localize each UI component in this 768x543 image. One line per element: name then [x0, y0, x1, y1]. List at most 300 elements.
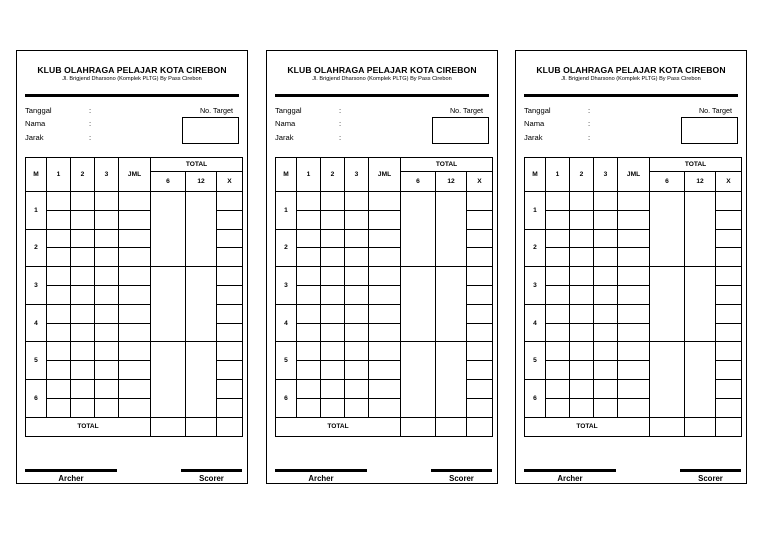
score-cell[interactable]: [570, 304, 594, 323]
score-cell[interactable]: [594, 285, 618, 304]
grand-total-label: TOTAL: [276, 417, 401, 436]
score-cell[interactable]: [71, 342, 95, 361]
col-header-total-sub-6: 6: [151, 172, 186, 192]
grand-total-label: TOTAL: [525, 417, 650, 436]
score-cell[interactable]: [71, 285, 95, 304]
score-cell[interactable]: [618, 323, 650, 342]
score-cell[interactable]: [95, 210, 119, 229]
score-cell[interactable]: [95, 398, 119, 417]
end-number: 5: [26, 342, 47, 380]
score-cell[interactable]: [594, 304, 618, 323]
total-12-cell[interactable]: [436, 267, 467, 342]
total-6-cell[interactable]: [151, 267, 186, 342]
distance-colon: :: [339, 133, 342, 142]
col-header-total-sub-x: X: [467, 172, 493, 192]
score-cell[interactable]: [47, 229, 71, 248]
grand-total-6[interactable]: [650, 417, 685, 436]
total-x-cell[interactable]: [217, 229, 243, 248]
score-cell[interactable]: [297, 379, 321, 398]
score-table: [524, 157, 742, 437]
end-number: 1: [525, 192, 546, 230]
end-number: 2: [26, 229, 47, 267]
total-x-cell[interactable]: [217, 342, 243, 361]
score-cell[interactable]: [570, 379, 594, 398]
col-header-arrow-1: 1: [297, 158, 321, 192]
score-cell[interactable]: [47, 248, 71, 267]
score-cell[interactable]: [570, 248, 594, 267]
col-header-jml: JML: [369, 158, 401, 192]
score-cell[interactable]: [95, 361, 119, 380]
score-cell[interactable]: [297, 323, 321, 342]
score-cell[interactable]: [369, 342, 401, 361]
score-cell[interactable]: [321, 379, 345, 398]
score-cell[interactable]: [119, 379, 151, 398]
score-cell[interactable]: [546, 361, 570, 380]
score-cell[interactable]: [47, 210, 71, 229]
total-6-cell[interactable]: [650, 267, 685, 342]
score-cell[interactable]: [119, 229, 151, 248]
score-cell[interactable]: [47, 342, 71, 361]
score-cell[interactable]: [594, 361, 618, 380]
score-cell[interactable]: [570, 210, 594, 229]
score-cell[interactable]: [297, 229, 321, 248]
score-card: [16, 50, 248, 484]
score-cell[interactable]: [297, 285, 321, 304]
club-title: KLUB OLAHRAGA PELAJAR KOTA CIREBON: [287, 65, 477, 75]
score-cell[interactable]: [95, 285, 119, 304]
score-cell[interactable]: [321, 210, 345, 229]
end-number: 1: [276, 192, 297, 230]
total-x-cell[interactable]: [716, 285, 742, 304]
score-cell[interactable]: [95, 248, 119, 267]
total-x-cell[interactable]: [716, 323, 742, 342]
total-6-cell[interactable]: [401, 192, 436, 267]
date-label: Tanggal: [25, 106, 52, 115]
score-cell[interactable]: [321, 398, 345, 417]
name-row: [524, 119, 590, 128]
total-x-cell[interactable]: [716, 210, 742, 229]
score-cell[interactable]: [369, 267, 401, 286]
score-cell[interactable]: [71, 361, 95, 380]
scorer-label: Scorer: [199, 474, 224, 483]
col-header-total: TOTAL: [650, 158, 742, 172]
score-cell[interactable]: [546, 267, 570, 286]
end-number: 6: [525, 379, 546, 417]
total-x-cell[interactable]: [716, 361, 742, 380]
score-cell[interactable]: [47, 192, 71, 211]
score-cell[interactable]: [369, 323, 401, 342]
archer-label: Archer: [308, 474, 334, 483]
score-cell[interactable]: [297, 398, 321, 417]
score-card: [515, 50, 747, 484]
score-cell[interactable]: [369, 192, 401, 211]
score-cell[interactable]: [570, 361, 594, 380]
total-x-cell[interactable]: [467, 398, 493, 417]
total-x-cell[interactable]: [467, 379, 493, 398]
score-cell[interactable]: [119, 398, 151, 417]
score-cell[interactable]: [47, 398, 71, 417]
scorer-signature-line: [680, 469, 741, 472]
score-cell[interactable]: [345, 342, 369, 361]
score-cell[interactable]: [546, 398, 570, 417]
total-x-cell[interactable]: [217, 379, 243, 398]
total-x-cell[interactable]: [716, 304, 742, 323]
name-row: [25, 119, 91, 128]
score-cell[interactable]: [71, 192, 95, 211]
score-cell[interactable]: [95, 304, 119, 323]
total-12-cell[interactable]: [685, 267, 716, 342]
archer-signature-line: [25, 469, 117, 472]
total-x-cell[interactable]: [217, 304, 243, 323]
grand-total-label: TOTAL: [26, 417, 151, 436]
score-cell[interactable]: [345, 398, 369, 417]
total-6-cell[interactable]: [650, 342, 685, 417]
total-x-cell[interactable]: [467, 285, 493, 304]
grand-total-x[interactable]: [716, 417, 742, 436]
total-x-cell[interactable]: [716, 342, 742, 361]
score-cell[interactable]: [618, 285, 650, 304]
grand-total-x[interactable]: [467, 417, 493, 436]
score-cell[interactable]: [594, 248, 618, 267]
score-cell[interactable]: [618, 210, 650, 229]
score-cell[interactable]: [369, 361, 401, 380]
score-cell[interactable]: [570, 267, 594, 286]
score-cell[interactable]: [570, 398, 594, 417]
total-6-cell[interactable]: [151, 342, 186, 417]
name-label: Nama: [275, 119, 296, 128]
archer-label: Archer: [557, 474, 583, 483]
end-number: 4: [525, 304, 546, 342]
score-cell[interactable]: [71, 304, 95, 323]
grand-total-x[interactable]: [217, 417, 243, 436]
score-cell[interactable]: [321, 361, 345, 380]
score-cell[interactable]: [71, 210, 95, 229]
score-cell[interactable]: [546, 229, 570, 248]
score-cell[interactable]: [297, 267, 321, 286]
score-cell[interactable]: [594, 267, 618, 286]
archer-signature-line: [275, 469, 367, 472]
distance-colon: :: [588, 133, 591, 142]
header-divider: [524, 94, 738, 97]
score-cell[interactable]: [95, 379, 119, 398]
total-x-cell[interactable]: [467, 192, 493, 211]
score-cell[interactable]: [47, 285, 71, 304]
col-header-total: TOTAL: [401, 158, 493, 172]
total-x-cell[interactable]: [467, 361, 493, 380]
score-cell[interactable]: [321, 323, 345, 342]
col-header-arrow-2: 2: [71, 158, 95, 192]
total-x-cell[interactable]: [467, 229, 493, 248]
col-header-total-sub-12: 12: [685, 172, 716, 192]
header-divider: [275, 94, 489, 97]
score-cell[interactable]: [594, 192, 618, 211]
score-cell[interactable]: [618, 192, 650, 211]
total-12-cell[interactable]: [685, 192, 716, 267]
score-cell[interactable]: [594, 342, 618, 361]
end-number: 6: [276, 379, 297, 417]
score-cell[interactable]: [570, 285, 594, 304]
score-cell[interactable]: [618, 398, 650, 417]
target-number-box[interactable]: [681, 117, 738, 144]
date-row: [524, 106, 590, 115]
score-cell[interactable]: [321, 229, 345, 248]
distance-label: Jarak: [25, 133, 44, 142]
score-cell[interactable]: [95, 342, 119, 361]
total-x-cell[interactable]: [217, 361, 243, 380]
total-x-cell[interactable]: [217, 267, 243, 286]
score-cell[interactable]: [618, 267, 650, 286]
total-x-cell[interactable]: [716, 398, 742, 417]
score-cell[interactable]: [594, 398, 618, 417]
score-cell[interactable]: [71, 267, 95, 286]
score-cell[interactable]: [71, 323, 95, 342]
score-cell[interactable]: [321, 304, 345, 323]
score-cell[interactable]: [345, 323, 369, 342]
total-x-cell[interactable]: [467, 342, 493, 361]
score-cell[interactable]: [321, 342, 345, 361]
club-address: Jl. Brigjend Dharsono (Komplek PLTG) By Pass Cirebon: [312, 76, 452, 82]
col-header-total-sub-12: 12: [186, 172, 217, 192]
score-cell[interactable]: [618, 248, 650, 267]
header-divider: [25, 94, 239, 97]
total-x-cell[interactable]: [467, 267, 493, 286]
score-cell[interactable]: [546, 323, 570, 342]
date-label: Tanggal: [524, 106, 551, 115]
score-cell[interactable]: [71, 379, 95, 398]
score-cell[interactable]: [119, 285, 151, 304]
score-cell[interactable]: [321, 248, 345, 267]
score-cell[interactable]: [345, 248, 369, 267]
target-number-label: No. Target: [199, 106, 233, 115]
end-number: 4: [276, 304, 297, 342]
score-cell[interactable]: [297, 192, 321, 211]
score-cell[interactable]: [71, 229, 95, 248]
date-colon: :: [588, 106, 591, 115]
col-header-m: M: [276, 158, 297, 192]
total-6-cell[interactable]: [401, 267, 436, 342]
score-card: [266, 50, 498, 484]
score-cell[interactable]: [345, 229, 369, 248]
score-cell[interactable]: [297, 304, 321, 323]
score-cell[interactable]: [369, 379, 401, 398]
end-number: 4: [26, 304, 47, 342]
score-table: [275, 157, 493, 437]
score-cell[interactable]: [570, 342, 594, 361]
end-number: 5: [276, 342, 297, 380]
name-colon: :: [89, 119, 92, 128]
end-number: 6: [26, 379, 47, 417]
total-x-cell[interactable]: [716, 248, 742, 267]
score-cell[interactable]: [47, 267, 71, 286]
total-12-cell[interactable]: [186, 192, 217, 267]
score-cell[interactable]: [594, 210, 618, 229]
date-label: Tanggal: [275, 106, 302, 115]
date-colon: :: [89, 106, 92, 115]
score-cell[interactable]: [618, 304, 650, 323]
score-cell[interactable]: [546, 192, 570, 211]
col-header-jml: JML: [119, 158, 151, 192]
score-cell[interactable]: [321, 285, 345, 304]
total-6-cell[interactable]: [401, 342, 436, 417]
score-cell[interactable]: [47, 304, 71, 323]
scorer-label: Scorer: [449, 474, 474, 483]
col-header-arrow-3: 3: [345, 158, 369, 192]
score-cell[interactable]: [119, 342, 151, 361]
score-cell[interactable]: [119, 192, 151, 211]
grand-total-6[interactable]: [151, 417, 186, 436]
col-header-arrow-2: 2: [321, 158, 345, 192]
date-row: [275, 106, 341, 115]
score-cell[interactable]: [95, 192, 119, 211]
score-cell[interactable]: [119, 361, 151, 380]
distance-row: [524, 133, 590, 142]
score-cell[interactable]: [594, 379, 618, 398]
col-header-total-sub-x: X: [716, 172, 742, 192]
score-cell[interactable]: [321, 192, 345, 211]
score-cell[interactable]: [345, 267, 369, 286]
end-number: 2: [276, 229, 297, 267]
col-header-arrow-1: 1: [546, 158, 570, 192]
score-cell[interactable]: [345, 285, 369, 304]
name-colon: :: [339, 119, 342, 128]
col-header-total-sub-12: 12: [436, 172, 467, 192]
score-cell[interactable]: [119, 304, 151, 323]
scorer-signature-line: [181, 469, 242, 472]
club-title: KLUB OLAHRAGA PELAJAR KOTA CIREBON: [536, 65, 726, 75]
score-cell[interactable]: [297, 210, 321, 229]
total-12-cell[interactable]: [436, 192, 467, 267]
distance-colon: :: [89, 133, 92, 142]
score-cell[interactable]: [546, 210, 570, 229]
col-header-total-sub-6: 6: [650, 172, 685, 192]
total-x-cell[interactable]: [467, 323, 493, 342]
score-cell[interactable]: [297, 361, 321, 380]
total-12-cell[interactable]: [685, 342, 716, 417]
score-cell[interactable]: [95, 229, 119, 248]
archer-label: Archer: [58, 474, 84, 483]
end-number: 3: [26, 267, 47, 305]
col-header-total-sub-6: 6: [401, 172, 436, 192]
total-6-cell[interactable]: [151, 192, 186, 267]
total-x-cell[interactable]: [217, 398, 243, 417]
score-cell[interactable]: [546, 285, 570, 304]
target-number-box[interactable]: [182, 117, 239, 144]
total-12-cell[interactable]: [186, 267, 217, 342]
target-number-label: No. Target: [698, 106, 732, 115]
name-label: Nama: [25, 119, 46, 128]
col-header-arrow-2: 2: [570, 158, 594, 192]
total-x-cell[interactable]: [467, 210, 493, 229]
total-x-cell[interactable]: [716, 192, 742, 211]
scorer-label: Scorer: [698, 474, 723, 483]
score-cell[interactable]: [297, 248, 321, 267]
grand-total-12[interactable]: [186, 417, 217, 436]
total-x-cell[interactable]: [716, 229, 742, 248]
end-number: 3: [525, 267, 546, 305]
name-colon: :: [588, 119, 591, 128]
score-cell[interactable]: [618, 361, 650, 380]
score-cell[interactable]: [546, 342, 570, 361]
total-x-cell[interactable]: [217, 210, 243, 229]
target-number-box[interactable]: [432, 117, 489, 144]
total-12-cell[interactable]: [186, 342, 217, 417]
score-cell[interactable]: [546, 248, 570, 267]
end-number: 3: [276, 267, 297, 305]
distance-label: Jarak: [275, 133, 294, 142]
score-cell[interactable]: [618, 379, 650, 398]
total-12-cell[interactable]: [436, 342, 467, 417]
score-cell[interactable]: [47, 361, 71, 380]
score-table: [25, 157, 243, 437]
score-cell[interactable]: [369, 285, 401, 304]
distance-row: [25, 133, 91, 142]
score-cell[interactable]: [570, 192, 594, 211]
score-cell[interactable]: [594, 229, 618, 248]
club-title: KLUB OLAHRAGA PELAJAR KOTA CIREBON: [37, 65, 227, 75]
score-cell[interactable]: [119, 248, 151, 267]
total-x-cell[interactable]: [467, 248, 493, 267]
score-cell[interactable]: [47, 379, 71, 398]
score-cell[interactable]: [369, 210, 401, 229]
score-cell[interactable]: [297, 342, 321, 361]
end-number: 1: [26, 192, 47, 230]
score-cell[interactable]: [369, 398, 401, 417]
col-header-jml: JML: [618, 158, 650, 192]
score-cell[interactable]: [546, 379, 570, 398]
score-cell[interactable]: [95, 267, 119, 286]
score-cell[interactable]: [369, 229, 401, 248]
total-x-cell[interactable]: [217, 285, 243, 304]
name-row: [275, 119, 341, 128]
score-cell[interactable]: [546, 304, 570, 323]
score-cell[interactable]: [594, 323, 618, 342]
score-cell[interactable]: [119, 210, 151, 229]
score-cell[interactable]: [71, 398, 95, 417]
total-x-cell[interactable]: [217, 323, 243, 342]
score-cell[interactable]: [345, 379, 369, 398]
score-cell[interactable]: [47, 323, 71, 342]
grand-total-12[interactable]: [436, 417, 467, 436]
col-header-m: M: [525, 158, 546, 192]
score-cell[interactable]: [570, 229, 594, 248]
score-cell[interactable]: [345, 304, 369, 323]
total-6-cell[interactable]: [650, 192, 685, 267]
score-cell[interactable]: [345, 192, 369, 211]
score-cell[interactable]: [119, 323, 151, 342]
col-header-m: M: [26, 158, 47, 192]
total-x-cell[interactable]: [467, 304, 493, 323]
score-cell[interactable]: [618, 342, 650, 361]
total-x-cell[interactable]: [716, 379, 742, 398]
total-x-cell[interactable]: [217, 248, 243, 267]
score-cell[interactable]: [71, 248, 95, 267]
total-x-cell[interactable]: [217, 192, 243, 211]
score-cell[interactable]: [119, 267, 151, 286]
score-cell[interactable]: [570, 323, 594, 342]
grand-total-6[interactable]: [401, 417, 436, 436]
col-header-total: TOTAL: [151, 158, 243, 172]
grand-total-12[interactable]: [685, 417, 716, 436]
total-x-cell[interactable]: [716, 267, 742, 286]
score-cell[interactable]: [345, 210, 369, 229]
score-cell[interactable]: [618, 229, 650, 248]
score-cell[interactable]: [345, 361, 369, 380]
target-number-label: No. Target: [449, 106, 483, 115]
score-cell[interactable]: [95, 323, 119, 342]
score-cell[interactable]: [321, 267, 345, 286]
score-cell[interactable]: [369, 304, 401, 323]
score-cell[interactable]: [369, 248, 401, 267]
